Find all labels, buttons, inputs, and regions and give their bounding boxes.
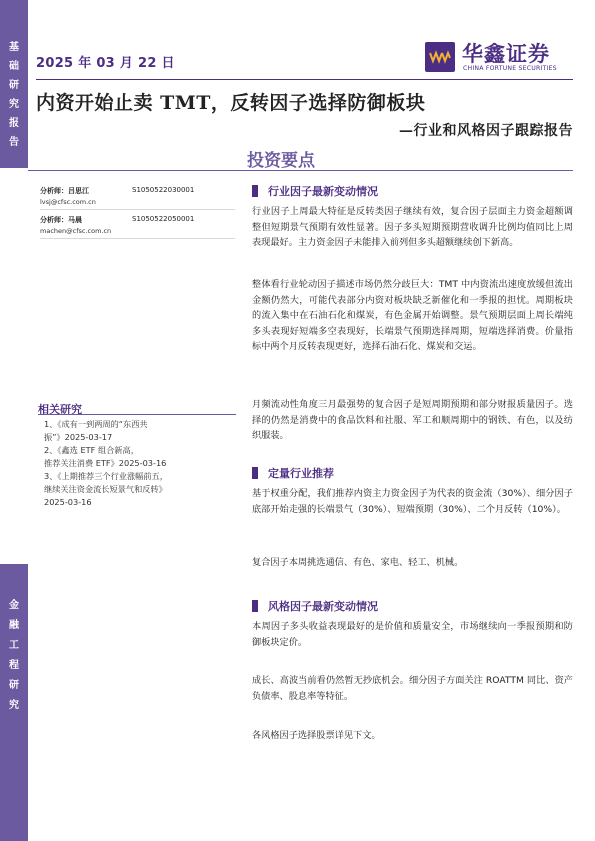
body-paragraph: 复合因子本周挑选通信、有色、家电、轻工、机械。 [252, 557, 464, 568]
analyst-email[interactable]: lvsj@cfsc.com.cn [40, 198, 235, 210]
sidebar-char: 研 [9, 80, 19, 91]
section-marker [252, 467, 258, 479]
related-research-title: 相关研究 [38, 403, 82, 416]
sidebar-char: 础 [9, 61, 19, 72]
section-marker [252, 600, 258, 612]
analyst-row [40, 186, 195, 196]
sidebar-char: 究 [9, 99, 19, 110]
report-title: 内资开始止卖 TMT，反转因子选择防御板块 [36, 92, 426, 114]
analyst-name: 分析师：吕思江 [40, 187, 89, 195]
sidebar-char: 研 [9, 680, 19, 691]
section-tab-highlights: 投资要点 [247, 151, 315, 171]
related-item[interactable] [44, 470, 240, 509]
section-heading [252, 465, 334, 481]
brand-name-en: CHINA FORTUNE SECURITIES [463, 65, 557, 72]
header-divider [36, 79, 573, 80]
body-paragraph: 整体看行业轮动因子描述市场仍然分歧巨大：TMT 中内资流出速度放缓但流出金额仍然大，可能代表部分内资对板块缺乏新催化和一季报的担忧。周期板块的流入集中在石油石化和煤炭，有色金属开始调整。景气预期层面上周长端纯多头表现好短端多空表现好，长端景气预期选择周期，短端选择消费。价量指标中两个月反转表现更好，选择石油石化、煤炭和交运。 [252, 279, 573, 352]
related-divider [38, 414, 236, 415]
analyst-id: S1050522050001 [132, 215, 195, 223]
report-subtitle: —行业和风格因子跟踪报告 [399, 123, 573, 139]
related-item-line: 振”》2025-03-17 [44, 432, 113, 442]
sidebar-char: 程 [9, 660, 19, 671]
sidebar-char: 基 [9, 42, 19, 53]
section-heading-label: 定量行业推荐 [268, 467, 334, 480]
body-paragraph: 行业因子上周最大特征是反转类因子继续有效，复合因子层面主力资金超额调整但短期景气预期有效性显著。因子多头短期预期营收调升比例均值同比上周表现最好。主力资金因子未能排入前列但多头超额继续创下新高。 [252, 206, 573, 248]
section-heading [252, 598, 378, 614]
sidebar-char: 究 [9, 700, 19, 711]
related-item-line: 2025-03-16 [44, 497, 92, 507]
body-paragraph: 月频流动性角度三月最强势的复合因子是短周期预期和部分财报质量因子。选择的仍然是消费中的食品饮料和社服、军工和顺周期中的钢铁、有色，以及纺织服装。 [252, 399, 573, 441]
analyst-name: 分析师：马晨 [40, 216, 82, 224]
sidebar-char: 金 [9, 600, 19, 611]
body-paragraph: 基于权重分配，我们推荐内资主力资金因子为代表的资金流（30%）、细分因子底部开始走强的长端景气（30%）、短端预期（30%）、二个月反转（10%）。 [252, 488, 573, 515]
section-marker [252, 185, 258, 197]
section-heading [252, 183, 378, 199]
report-date: 2025 年 03 月 22 日 [36, 56, 175, 71]
sidebar-top-label [0, 38, 28, 152]
section-heading-label: 行业因子最新变动情况 [268, 185, 378, 198]
related-item-line: 1、《成有一到两周的“东西共 [44, 419, 148, 429]
related-item[interactable] [44, 444, 240, 470]
analyst-id: S1050522030001 [132, 186, 195, 194]
body-paragraph: 成长、高波当前看仍然暂无抄底机会。细分因子方面关注 ROATTM 同比、资产负债率、股息率等特征。 [252, 675, 573, 702]
sidebar-char: 告 [9, 137, 19, 148]
brand-logo-icon [425, 42, 455, 72]
body-paragraph: 各风格因子选择股票详见下文。 [252, 730, 381, 741]
brand-name: 华鑫证券 [462, 42, 550, 66]
related-item-line: 继续关注资金流长短景气和反转》 [44, 484, 167, 494]
section-divider [28, 170, 573, 171]
related-item-line: 3、《上期推荐三个行业涨幅前五， [44, 471, 168, 481]
analyst-row [40, 215, 195, 225]
sidebar-bottom-label [0, 596, 28, 716]
related-item[interactable] [44, 418, 240, 444]
related-item-line: 2、《鑫选 ETF 组合新高， [44, 445, 139, 455]
section-heading-label: 风格因子最新变动情况 [268, 600, 378, 613]
related-item-line: 推荐关注消费 ETF》2025-03-16 [44, 458, 167, 468]
sidebar-char: 报 [9, 118, 19, 129]
body-paragraph: 本周因子多头收益表现最好的是价值和质量安全，市场继续向一季报预期和防御板块定价。 [252, 621, 573, 648]
sidebar-char: 融 [9, 620, 19, 631]
sidebar-char: 工 [9, 640, 19, 651]
analyst-email[interactable]: machen@cfsc.com.cn [40, 227, 235, 239]
